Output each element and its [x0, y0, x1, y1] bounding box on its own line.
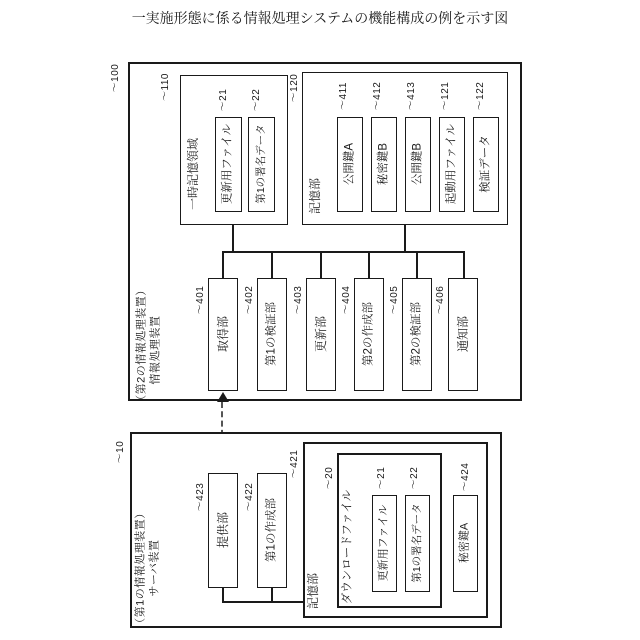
ref-label-22-server — [410, 467, 420, 490]
ref-label-401 — [196, 286, 206, 315]
ref-number-110: 110 — [160, 73, 171, 91]
connector-from-temp-storage — [232, 224, 234, 252]
ref-number-405: 405 — [389, 285, 400, 304]
ref-number-120: 120 — [289, 73, 300, 92]
leader-curve-icon: 〜 — [324, 478, 335, 490]
ref-label-21 — [219, 89, 229, 112]
download-file-label: ダウンロードファイル — [341, 489, 354, 605]
acquisition-unit-label: 取得部 — [216, 315, 230, 353]
creation2-unit-label: 第2の作成部 — [362, 302, 375, 366]
boot-file-label: 起動用ファイル — [445, 123, 458, 205]
leader-curve-icon: 〜 — [409, 478, 420, 490]
drop-line-405 — [416, 253, 418, 279]
ref-number-401: 401 — [195, 285, 206, 304]
leader-curve-icon: 〜 — [440, 99, 451, 111]
ref-label-120 — [290, 74, 300, 103]
server-storage-label: 記憶部 — [306, 572, 320, 610]
update-file-label: 更新用ファイル — [221, 123, 234, 205]
drop-line-406 — [463, 253, 465, 279]
ref-number-403: 403 — [293, 285, 304, 304]
leader-curve-icon: 〜 — [376, 478, 387, 490]
signature1-server-label: 第1の署名データ — [410, 503, 423, 583]
verification1-unit-label: 第1の検証部 — [265, 302, 278, 366]
public-key-b-label: 公開鍵B — [411, 142, 424, 186]
provider-unit-label: 提供部 — [216, 511, 230, 549]
ref-label-100 — [111, 64, 121, 93]
ref-number-100: 100 — [110, 63, 121, 82]
leader-curve-icon: 〜 — [115, 452, 126, 464]
ref-number-404: 404 — [341, 285, 352, 304]
update-file-server-label: 更新用ファイル — [377, 504, 390, 582]
leader-curve-icon: 〜 — [389, 303, 400, 315]
ref-label-412 — [373, 82, 383, 111]
drop-line-402 — [271, 253, 273, 279]
leader-curve-icon: 〜 — [160, 90, 171, 101]
figure-title: 一実施形態に係る情報処理システムの機能構成の例を示す図 — [131, 10, 509, 26]
ref-number-421: 421 — [289, 449, 300, 468]
ref-number-121: 121 — [440, 81, 451, 100]
secret-key-b-label: 秘密鍵B — [377, 142, 390, 186]
ref-number-413: 413 — [406, 81, 417, 100]
ref-label-402 — [245, 286, 255, 315]
device2-name-line1: 情報処理装置 — [149, 315, 162, 385]
ref-label-10 — [116, 441, 126, 464]
ref-number-21-server: 21 — [376, 466, 387, 479]
device2-name-line2: （第2の情報処理装置） — [135, 284, 148, 406]
leader-curve-icon: 〜 — [338, 99, 349, 110]
ref-number-422: 422 — [244, 482, 255, 501]
ref-number-122: 122 — [475, 81, 486, 100]
leader-curve-icon: 〜 — [251, 100, 262, 112]
ref-label-413 — [407, 82, 417, 111]
temp-storage-label: 一時記憶領域 — [186, 137, 200, 211]
update-unit-label: 更新部 — [314, 315, 328, 353]
arrowhead-up-icon — [217, 392, 229, 402]
ref-number-406: 406 — [435, 285, 446, 304]
bus-line — [222, 251, 465, 253]
leader-curve-icon: 〜 — [475, 99, 486, 111]
leader-curve-icon: 〜 — [289, 91, 300, 103]
leader-curve-icon: 〜 — [195, 500, 206, 512]
ref-number-10: 10 — [115, 440, 126, 453]
ref-label-404 — [342, 286, 352, 315]
drop-line-401 — [222, 253, 224, 279]
ref-label-121 — [441, 82, 451, 111]
drop-line-403 — [320, 253, 322, 279]
ref-number-22-server: 22 — [409, 466, 420, 479]
ref-label-421 — [290, 450, 300, 479]
ref-label-422 — [245, 483, 255, 512]
leader-curve-icon: 〜 — [460, 480, 471, 492]
ref-number-424: 424 — [460, 462, 471, 481]
ref-number-412: 412 — [372, 81, 383, 100]
ref-number-402: 402 — [244, 285, 255, 304]
server-name-line2: （第1の情報処理装置） — [134, 507, 147, 629]
public-key-a-label: 公開鍵A — [343, 142, 356, 186]
leader-curve-icon: 〜 — [110, 81, 121, 93]
ref-label-403 — [294, 286, 304, 315]
verification2-unit-label: 第2の検証部 — [410, 302, 423, 366]
ref-label-411 — [339, 82, 349, 110]
ref-label-122 — [476, 82, 486, 111]
leader-curve-icon: 〜 — [218, 100, 229, 112]
ref-number-22: 22 — [251, 88, 262, 101]
ref-label-22 — [252, 89, 262, 112]
leader-curve-icon: 〜 — [293, 303, 304, 315]
verification-data-label: 検証データ — [479, 135, 492, 193]
connector-from-storage — [404, 224, 406, 252]
leader-curve-icon: 〜 — [244, 303, 255, 315]
leader-curve-icon: 〜 — [435, 303, 446, 315]
leader-curve-icon: 〜 — [341, 303, 352, 315]
ref-number-423: 423 — [195, 482, 206, 501]
leader-curve-icon: 〜 — [372, 99, 383, 111]
server-name-line1: サーバ装置 — [148, 539, 161, 597]
ref-label-406 — [436, 286, 446, 315]
leader-curve-icon: 〜 — [289, 467, 300, 479]
signature1-label: 第1の署名データ — [254, 124, 267, 204]
ref-number-20: 20 — [324, 466, 335, 479]
ref-number-411: 411 — [338, 82, 349, 100]
ref-label-423 — [196, 483, 206, 512]
ref-label-424 — [461, 463, 471, 492]
connector-to-storage — [222, 601, 304, 603]
notification-unit-label: 通知部 — [456, 315, 470, 353]
ref-label-21-server — [377, 467, 387, 490]
leader-curve-icon: 〜 — [195, 303, 206, 315]
ref-label-405 — [390, 286, 400, 315]
secret-key-a-label: 秘密鍵A — [458, 522, 471, 564]
creation1-unit-label: 第1の作成部 — [265, 498, 278, 562]
ref-number-21: 21 — [218, 88, 229, 101]
ref-label-20 — [325, 467, 335, 490]
drop-line-404 — [368, 253, 370, 279]
ref-label-110 — [161, 73, 171, 101]
leader-curve-icon: 〜 — [244, 500, 255, 512]
device2-storage-label: 記憶部 — [308, 177, 322, 215]
leader-curve-icon: 〜 — [406, 99, 417, 111]
